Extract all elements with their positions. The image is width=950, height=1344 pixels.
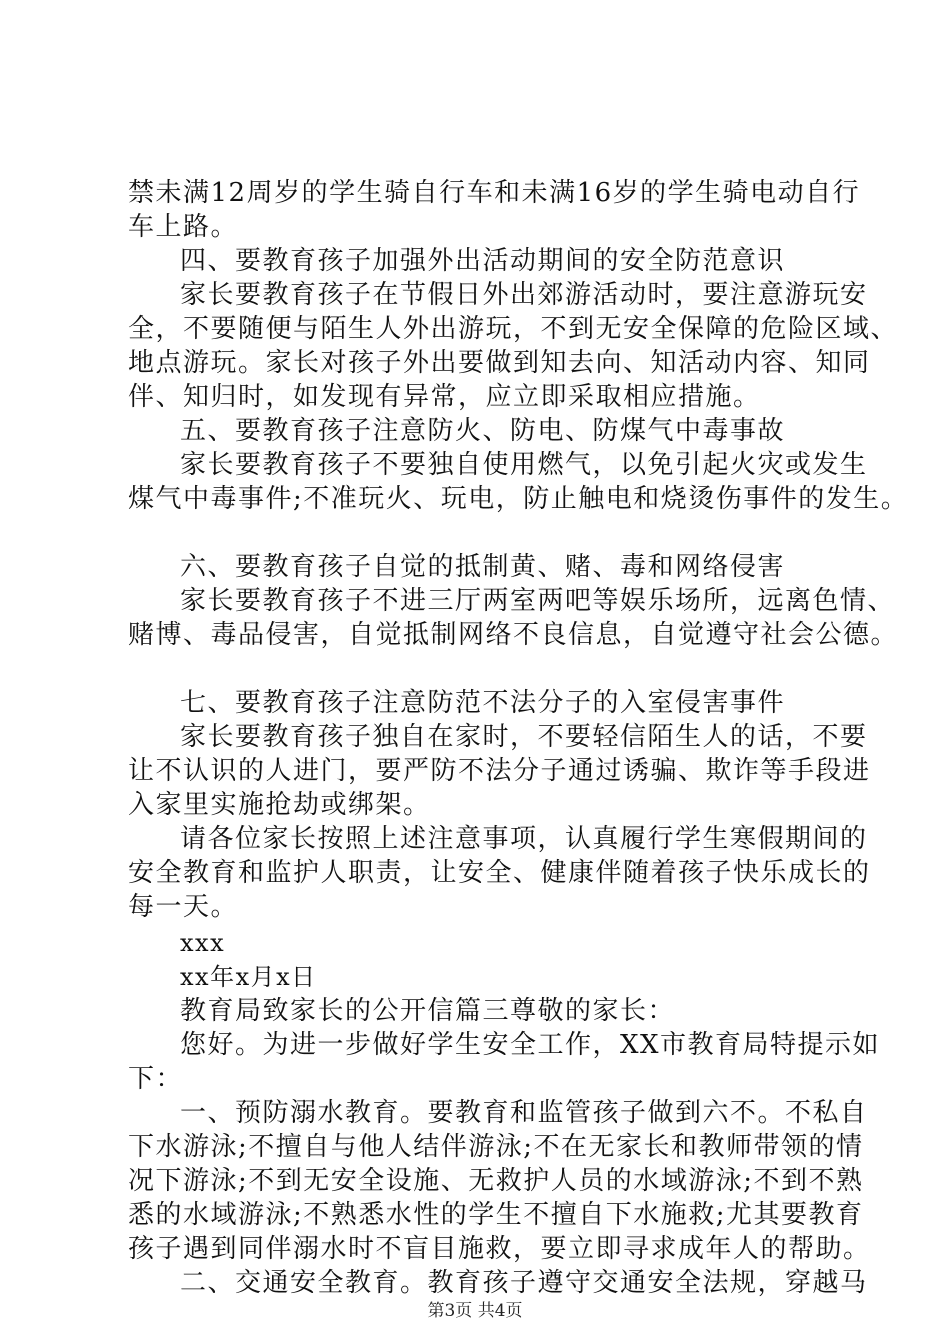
body-line: 地点游玩。家长对孩子外出要做到知去向、知活动内容、知同 xyxy=(128,348,871,378)
body-line: 一、预防溺水教育。要教育和监管孩子做到六不。不私自 xyxy=(180,1098,868,1128)
body-line: 请各位家长按照上述注意事项，认真履行学生寒假期间的 xyxy=(180,824,868,854)
body-line: 家长要教育孩子不要独自使用燃气，以免引起火灾或发生 xyxy=(180,450,868,480)
signature-date: xx年x月x日 xyxy=(180,963,317,991)
body-line: 您好。为进一步做好学生安全工作，XX市教育局特提示如 xyxy=(180,1030,881,1060)
section-title: 教育局致家长的公开信篇三尊敬的家长： xyxy=(180,996,676,1026)
body-line: 家长要教育孩子独自在家时，不要轻信陌生人的话，不要 xyxy=(180,722,868,752)
body-line: 二、交通安全教育。教育孩子遵守交通安全法规，穿越马 xyxy=(180,1268,868,1298)
body-line: 让不认识的人进门，要严防不法分子通过诱骗、欺诈等手段进 xyxy=(128,756,871,786)
body-line: 安全教育和监护人职责，让安全、健康伴随着孩子快乐成长的 xyxy=(128,858,871,888)
body-line: 况下游泳;不到无安全设施、无救护人员的水域游泳;不到不熟 xyxy=(128,1166,864,1196)
section-heading: 七、要教育孩子注意防范不法分子的入室侵害事件 xyxy=(180,688,786,718)
body-line: 全，不要随便与陌生人外出游玩，不到无安全保障的危险区域、 xyxy=(128,314,899,344)
body-line: 孩子遇到同伴溺水时不盲目施救，要立即寻求成年人的帮助。 xyxy=(128,1234,871,1264)
body-line: 车上路。 xyxy=(128,212,239,242)
body-line: 悉的水域游泳;不熟悉水性的学生不擅自下水施救;尤其要教育 xyxy=(128,1200,864,1230)
body-line: 家长要教育孩子在节假日外出郊游活动时，要注意游玩安 xyxy=(180,280,868,310)
body-line: 入家里实施抢劫或绑架。 xyxy=(128,790,431,820)
body-line: 家长要教育孩子不进三厅两室两吧等娱乐场所，远离色情、 xyxy=(180,586,896,616)
signature-name: xxx xyxy=(180,929,226,957)
body-line: 伴、知归时，如发现有异常，应立即采取相应措施。 xyxy=(128,382,761,412)
body-line: 下： xyxy=(128,1064,184,1094)
body-line: 禁未满12周岁的学生骑自行车和未满16岁的学生骑电动自行 xyxy=(128,178,861,208)
body-line: 赌博、毒品侵害，自觉抵制网络不良信息，自觉遵守社会公德。 xyxy=(128,620,899,650)
page-number-footer: 第3页 共4页 xyxy=(427,1301,523,1321)
body-line: 煤气中毒事件;不准玩火、玩电，防止触电和烧烫伤事件的发生。 xyxy=(128,484,909,514)
body-line: 下水游泳;不擅自与他人结伴游泳;不在无家长和教师带领的情 xyxy=(128,1132,864,1162)
section-heading: 六、要教育孩子自觉的抵制黄、赌、毒和网络侵害 xyxy=(180,552,786,582)
section-heading: 五、要教育孩子注意防火、防电、防煤气中毒事故 xyxy=(180,416,786,446)
section-heading: 四、要教育孩子加强外出活动期间的安全防范意识 xyxy=(180,246,786,276)
body-line: 每一天。 xyxy=(128,892,239,922)
